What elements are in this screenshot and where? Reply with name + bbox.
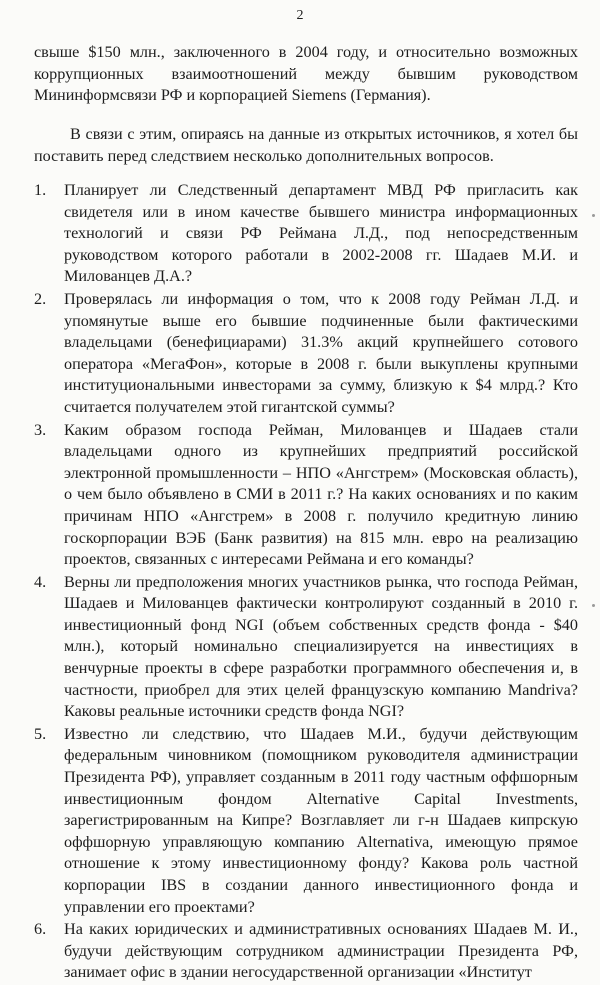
question-item [34,919,578,984]
question-text: Каким образом господа Рейман, Милованцев и Шадаев стали владельцами одного из крупнейших предприятий российской электронной промышленности – НПО «Ангстрем» (Московская область), о чем было объявлено в СМИ в 2011 г.? На каких основаниях и по каким причинам НПО «Ангстрем» в 2008 г. получило кредитную линию госкорпорации ВЭБ (Банк развития) на 815 млн. евро на реализацию проектов, связанных с интересами Реймана и его команды? [64,420,578,569]
question-item [34,420,578,571]
question-item [34,180,578,288]
questions-list [34,180,578,985]
question-item [34,724,578,918]
paragraph-intro: В связи с этим, опираясь на данные из открытых источников, я хотел бы поставить перед следствием несколько дополнительных вопросов. [34,125,578,165]
scan-speck [592,604,595,607]
question-text: Верны ли предположения многих участников рынка, что господа Рейман, Шадаев и Милованцев фактически контролируют созданный в 2010 г. инвестиционный фонд NGI (объем собственных средств фонда - $40 млн.), который номинально специализируется на инвестициях в венчурные проекты в сфере разработки программного обеспечения и, в частности, приобрел для этих целей французскую компанию Mandriva? Каковы реальные источники средств фонда NGI? [64,572,578,721]
question-number: 4. [34,572,47,591]
question-text: На каких юридических и административных основаниях Шадаев М. И., будучи действующим сотрудником администрации Президента РФ, занимает офис в здании негосударственной организации «Институт [64,920,578,982]
question-number: 2. [34,289,47,308]
question-number: 6. [34,920,47,939]
question-item [34,289,578,419]
question-number: 5. [34,724,47,743]
scan-speck [592,214,595,217]
paragraph-continuation: свыше $150 млн., заключенного в 2004 году, и относительно возможных коррупционных взаимоотношений между бывшим руководством Мининформсвязи РФ и корпорацией Siemens (Германия). [34,43,578,105]
page-number: 2 [296,8,304,23]
question-number: 1. [34,181,47,199]
question-item [34,572,578,723]
question-text: Планирует ли Следственный департамент МВД РФ пригласить как свидетеля или в ином качестве бывшего министра информационных технологий и связи РФ Реймана Л.Д., под непосредственным руководством которого работали в 2002-2008 гг. Шадаев М.И. и Милованцев Д.А.? [64,181,578,286]
question-number: 3. [34,420,47,439]
question-text: Проверялась ли информация о том, что к 2008 году Рейман Л.Д. и упомянутые выше его бывшие подчиненные были фактическими владельцами (бенефициарами) 31.3% акций крупнейшего сотового оператора «МегаФон», которые в 2008 г. были выкуплены крупными институциональными инвесторами за сумму, близкую к $4 млрд.? Кто считается получателем этой гигантской суммы? [64,289,578,416]
question-text: Известно ли следствию, что Шадаев М.И., будучи действующим федеральным чиновником (помощником руководителя администрации Президента РФ), управляет созданным в 2011 году частным оффшорным инвестиционным фондом Alternative Capital Investments, зарегистрированным на Кипре? Возглавляет ли г-н Шадаев кипрскую оффшорную управляющую компанию Alternativa, имеющую прямое отношение к этому инвестиционному фонду? Какова роль частной корпорации IBS в создании данного инвестиционного фонда и управлении его проектами? [64,724,578,916]
